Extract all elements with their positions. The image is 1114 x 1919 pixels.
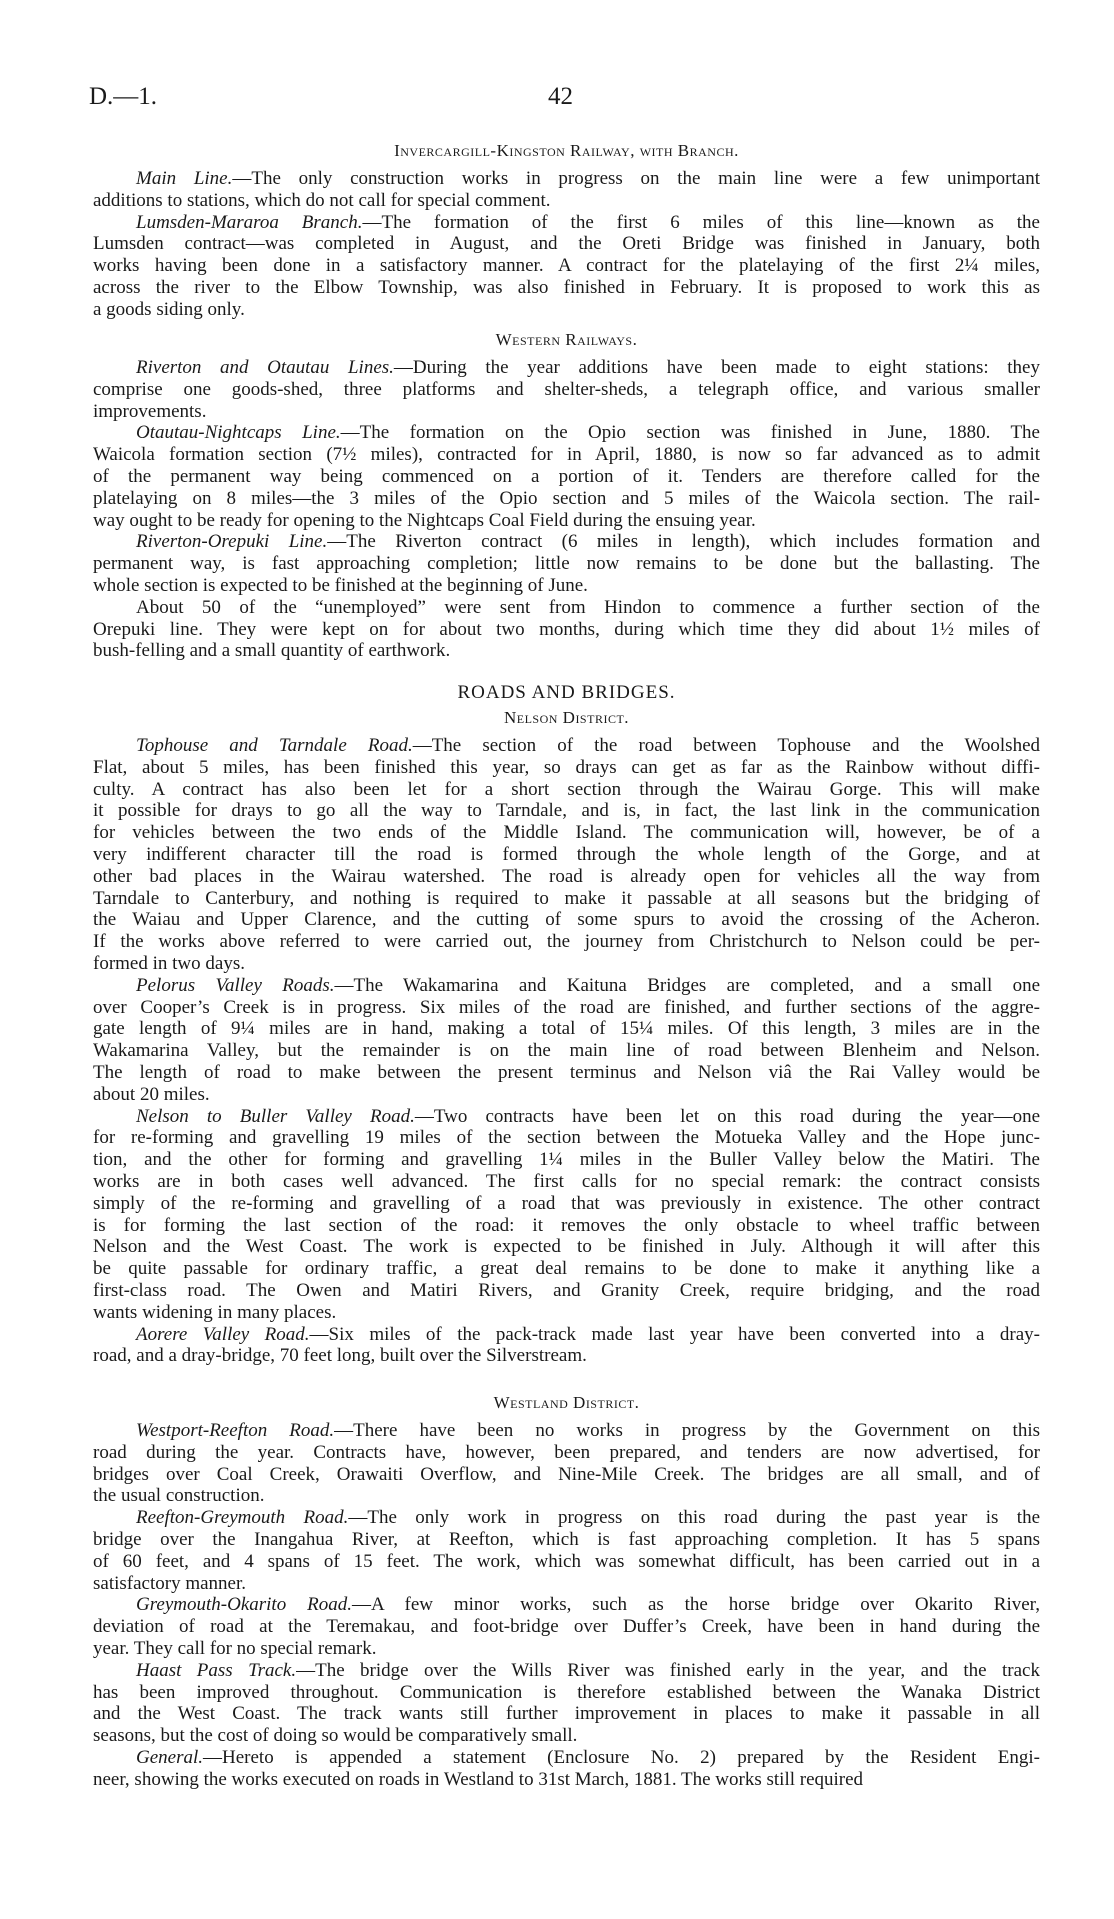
text-line xyxy=(93,401,1040,423)
line-text: bridge over the Inangahua River, at Reefton, which is fast approaching completion. It has 5 spans xyxy=(93,1528,1040,1550)
text-line xyxy=(93,1725,1040,1747)
text-line xyxy=(93,844,1040,866)
line-text: works having been done in a satisfactory manner. A contract for the platelaying of the first 2¼ miles, xyxy=(93,255,1040,277)
text-line xyxy=(93,1507,1040,1529)
line-text: a goods siding only. xyxy=(93,298,245,320)
text-line xyxy=(93,640,1040,662)
section-invercargill-railway xyxy=(93,140,1040,321)
text-line xyxy=(93,1149,1040,1171)
line-text: of the permanent way being commenced on a portion of it. Tenders are therefore called for the xyxy=(93,465,1040,487)
line-text: other bad places in the Wairau watershed. The road is already open for vehicles all the way from xyxy=(93,865,1040,887)
line-text: and the West Coast. The track wants still further improvement in places to make it passable in all xyxy=(93,1703,1040,1725)
text-line xyxy=(93,531,1040,553)
line-text: seasons, but the cost of doing so would be comparatively small. xyxy=(93,1725,578,1747)
text-line xyxy=(93,975,1040,997)
line-text: road during the year. Contracts have, however, been prepared, and tenders are now advertised, for xyxy=(93,1441,1040,1463)
line-text: comprise one goods-shed, three platforms and shelter-sheds, a telegraph office, and various smaller xyxy=(93,378,1040,400)
line-text: Waicola formation section (7½ miles), contracted for in April, 1880, is now so far advanced as to admit xyxy=(93,444,1040,466)
text-line xyxy=(93,510,1040,532)
paragraph xyxy=(93,1594,1040,1659)
text-line xyxy=(93,1236,1040,1258)
text-line xyxy=(93,757,1040,779)
text-line xyxy=(93,1616,1040,1638)
paragraph-lead: Riverton and Otautau Lines. xyxy=(136,357,394,378)
text-line xyxy=(93,1215,1040,1237)
line-text: —Six miles of the pack-track made last year have been converted into a dray- xyxy=(309,1323,1040,1345)
line-text: —Two contracts have been let on this road during the year—one xyxy=(414,1105,1040,1127)
line-text: Nelson and the West Coast. The work is expected to be finished in July. Although it will after this xyxy=(93,1236,1040,1258)
line-text: —The only work in progress on this road during the past year is the xyxy=(348,1507,1040,1529)
line-text: —The bridge over the Wills River was finished early in the year, and the track xyxy=(296,1659,1040,1681)
text-line xyxy=(93,1345,1040,1367)
line-text: Flat, about 5 miles, has been finished this year, so drays can get as far as the Rainbow without diffi- xyxy=(93,756,1040,778)
text-line xyxy=(93,357,1040,379)
paragraph-lead: Aorere Valley Road. xyxy=(136,1323,310,1345)
line-text: is for forming the last section of the road: it removes the only obstacle to wheel traffic between xyxy=(93,1214,1040,1236)
line-text: first-class road. The Owen and Matiri Rivers, and Granity Creek, require bridging, and the road xyxy=(93,1279,1040,1301)
text-line xyxy=(93,779,1040,801)
line-text: for vehicles between the two ends of the Middle Island. The communication will, however, be of a xyxy=(93,822,1040,844)
text-line xyxy=(93,488,1040,510)
section-westland-district xyxy=(93,1392,1040,1791)
text-line xyxy=(93,1551,1040,1573)
paragraph xyxy=(93,1106,1040,1324)
paragraph xyxy=(93,735,1040,975)
line-text: for re-forming and gravelling 19 miles of the section between the Motueka Valley and the Hope junc- xyxy=(93,1127,1040,1149)
paragraph-lead: Riverton-Orepuki Line. xyxy=(136,531,328,553)
paragraph xyxy=(93,975,1040,1106)
text-line xyxy=(93,1324,1040,1346)
paragraph xyxy=(93,597,1040,662)
line-text: —There have been no works in progress by the Government on this xyxy=(334,1420,1040,1441)
paragraph xyxy=(93,168,1040,212)
line-text: tion, and the other for forming and gravelling 1¼ miles in the Buller Valley below the Matiri. The xyxy=(93,1149,1040,1171)
line-text: works are in both cases well advanced. The first calls for no special remark: the contract consists xyxy=(93,1170,1040,1192)
text-line xyxy=(93,866,1040,888)
line-text: of 60 feet, and 4 spans of 15 feet. The work, which was somewhat difficult, has been carried out in a xyxy=(93,1550,1040,1572)
text-line xyxy=(93,379,1040,401)
paragraph-lead: Reefton-Greymouth Road. xyxy=(136,1507,349,1529)
line-text: —The formation of the first 6 miles of this line—known as the xyxy=(362,211,1040,233)
text-line xyxy=(93,1638,1040,1660)
paragraph-lead: Haast Pass Track. xyxy=(136,1659,297,1681)
line-text: about 20 miles. xyxy=(93,1083,210,1105)
paragraph xyxy=(93,1660,1040,1747)
text-line xyxy=(93,1258,1040,1280)
line-text: If the works above referred to were carried out, the journey from Christchurch to Nelson could be per- xyxy=(93,931,1040,953)
text-line xyxy=(93,575,1040,597)
line-text: —The Wakamarina and Kaituna Bridges are completed, and a small one xyxy=(334,974,1040,996)
line-text: Orepuki line. They were kept on for about two months, during which time they did about 1½ miles of xyxy=(93,618,1040,640)
text-line xyxy=(93,1420,1040,1442)
paragraph xyxy=(93,212,1040,321)
paragraph xyxy=(93,357,1040,422)
section-roads-nelson xyxy=(93,682,1040,1367)
text-line xyxy=(93,953,1040,975)
line-text: additions to stations, which do not call for special comment. xyxy=(93,189,551,211)
line-text: year. They call for no special remark. xyxy=(93,1637,377,1659)
line-text: permanent way, is fast approaching completion; little now remains to be done but the ballasting. The xyxy=(93,553,1040,575)
line-text: deviation of road at the Teremakau, and foot-bridge over Duffer’s Creek, have been in hand during the xyxy=(93,1616,1040,1638)
text-line xyxy=(93,1464,1040,1486)
paragraph-lead: Greymouth-Okarito Road. xyxy=(136,1594,352,1616)
line-text: —During the year additions have been made to eight stations: they xyxy=(393,357,1040,378)
text-line xyxy=(93,212,1040,234)
text-line xyxy=(93,997,1040,1019)
line-text: over Cooper’s Creek is in progress. Six miles of the road are finished, and further sections of the aggre- xyxy=(93,996,1040,1018)
line-text: wants widening in many places. xyxy=(93,1301,337,1323)
paragraph-lead: Nelson to Buller Valley Road. xyxy=(136,1105,415,1127)
text-line xyxy=(93,1660,1040,1682)
paragraph-lead: General. xyxy=(136,1746,204,1768)
line-text: bridges over Coal Creek, Orawaiti Overflow, and Nine-Mile Creek. The bridges are all small, and of xyxy=(93,1463,1040,1485)
line-text: culty. A contract has also been let for a short section through the Wairau Gorge. This will make xyxy=(93,778,1040,800)
line-text: bush-felling and a small quantity of earthwork. xyxy=(93,640,451,662)
text-line xyxy=(93,822,1040,844)
section-heading: Westland District. xyxy=(493,1393,640,1412)
text-line xyxy=(93,233,1040,255)
text-line xyxy=(93,619,1040,641)
text-line xyxy=(93,1442,1040,1464)
line-text: way ought to be ready for opening to the Nightcaps Coal Field during the ensuing year. xyxy=(93,509,756,531)
line-text: —The only construction works in progress on the main line were a few unimportant xyxy=(232,168,1040,189)
line-text: gate length of 9¼ miles are in hand, making a total of 15¼ miles. Of this length, 3 miles are in the xyxy=(93,1018,1040,1040)
line-text: improvements. xyxy=(93,400,207,422)
paragraph-lead: Otautau-Nightcaps Line. xyxy=(136,422,341,444)
text-line xyxy=(93,444,1040,466)
paragraph xyxy=(93,1420,1040,1507)
line-text: About 50 of the “unemployed” were sent from Hindon to commence a further section of the xyxy=(136,596,1040,618)
text-line xyxy=(93,1747,1040,1769)
text-line xyxy=(93,553,1040,575)
line-text: Wakamarina Valley, but the remainder is on the main line of road between Blenheim and Nelson. xyxy=(93,1040,1040,1062)
text-line xyxy=(93,1018,1040,1040)
text-line xyxy=(93,168,1040,190)
section-western-railways xyxy=(93,329,1040,662)
section-heading: Western Railways. xyxy=(495,330,638,349)
paragraph-lead: Westport-Reefton Road. xyxy=(136,1420,335,1441)
text-line xyxy=(93,1171,1040,1193)
text-line xyxy=(93,1084,1040,1106)
text-line xyxy=(93,277,1040,299)
text-line xyxy=(93,190,1040,212)
paragraph-lead: Pelorus Valley Roads. xyxy=(136,974,335,996)
text-line xyxy=(93,1106,1040,1128)
text-line xyxy=(93,1682,1040,1704)
line-text: the usual construction. xyxy=(93,1485,265,1507)
text-line xyxy=(93,800,1040,822)
line-text: —Hereto is appended a statement (Enclosure No. 2) prepared by the Resident Engi- xyxy=(203,1746,1040,1768)
text-line xyxy=(93,422,1040,444)
paragraph xyxy=(93,1324,1040,1368)
text-line xyxy=(93,1573,1040,1595)
text-line xyxy=(93,1040,1040,1062)
text-line xyxy=(93,931,1040,953)
text-line xyxy=(93,1485,1040,1507)
paragraph-lead: Main Line. xyxy=(136,168,233,189)
line-text: across the river to the Elbow Township, was also finished in February. It is proposed to work this as xyxy=(93,276,1040,298)
paragraph-lead: Lumsden-Mararoa Branch. xyxy=(136,211,363,233)
line-text: —A few minor works, such as the horse bridge over Okarito River, xyxy=(351,1594,1040,1616)
line-text: formed in two days. xyxy=(93,952,245,974)
text-line xyxy=(93,1062,1040,1084)
section-heading: Invercargill-Kingston Railway, with Branch. xyxy=(394,141,739,160)
line-text: platelaying on 8 miles—the 3 miles of the Opio section and 5 miles of the Waicola section. The rail- xyxy=(93,487,1040,509)
text-line xyxy=(93,909,1040,931)
line-text: Tarndale to Canterbury, and nothing is required to make it passable at all seasons but the bridging of xyxy=(93,887,1040,909)
text-line xyxy=(93,255,1040,277)
page-number: 42 xyxy=(548,83,573,110)
line-text: simply of the re-forming and gravelling of a road that was previously in existence. The other contract xyxy=(93,1192,1040,1214)
text-line xyxy=(93,888,1040,910)
text-line xyxy=(93,299,1040,321)
line-text: has been improved throughout. Communication is therefore established between the Wanaka District xyxy=(93,1681,1040,1703)
section-heading: Nelson District. xyxy=(503,708,630,727)
line-text: road, and a dray-bridge, 70 feet long, built over the Silverstream. xyxy=(93,1345,587,1367)
line-text: —The section of the road between Tophouse and the Woolshed xyxy=(412,735,1040,756)
line-text: it possible for drays to go all the way to Tarndale, and is, in fact, the last link in the communication xyxy=(93,800,1040,822)
paragraph xyxy=(93,422,1040,531)
line-text: —The formation on the Opio section was finished in June, 1880. The xyxy=(340,422,1040,444)
line-text: Lumsden contract—was completed in August, and the Oreti Bridge was finished in January, both xyxy=(93,233,1040,255)
text-line xyxy=(93,466,1040,488)
text-line xyxy=(93,735,1040,757)
paragraph xyxy=(93,531,1040,596)
text-line xyxy=(93,1594,1040,1616)
line-text: The length of road to make between the present terminus and Nelson viâ the Rai Valley would be xyxy=(93,1061,1040,1083)
paragraph xyxy=(93,1747,1040,1791)
text-line xyxy=(93,1193,1040,1215)
line-text: satisfactory manner. xyxy=(93,1572,247,1594)
text-line xyxy=(93,1529,1040,1551)
line-text: —The Riverton contract (6 miles in length), which includes formation and xyxy=(327,531,1040,553)
line-text: very indifferent character till the road is formed through the whole length of the Gorge, and at xyxy=(93,843,1040,865)
line-text: neer, showing the works executed on roads in Westland to 31st March, 1881. The works still required xyxy=(93,1768,864,1790)
paragraph xyxy=(93,1507,1040,1594)
text-line xyxy=(93,1127,1040,1149)
paragraph-lead: Tophouse and Tarndale Road. xyxy=(136,735,413,756)
text-line xyxy=(93,1703,1040,1725)
line-text: be quite passable for ordinary traffic, a great deal remains to be done to make it anything like a xyxy=(93,1258,1040,1280)
text-line xyxy=(93,1302,1040,1324)
text-line xyxy=(93,597,1040,619)
text-line xyxy=(93,1280,1040,1302)
text-line xyxy=(93,1769,1040,1791)
document-code: D.—1. xyxy=(89,83,158,110)
line-text: whole section is expected to be finished at the beginning of June. xyxy=(93,574,588,596)
line-text: the Waiau and Upper Clarence, and the cutting of some spurs to avoid the crossing of the Acheron. xyxy=(93,909,1040,931)
section-title: ROADS AND BRIDGES. xyxy=(457,682,676,703)
